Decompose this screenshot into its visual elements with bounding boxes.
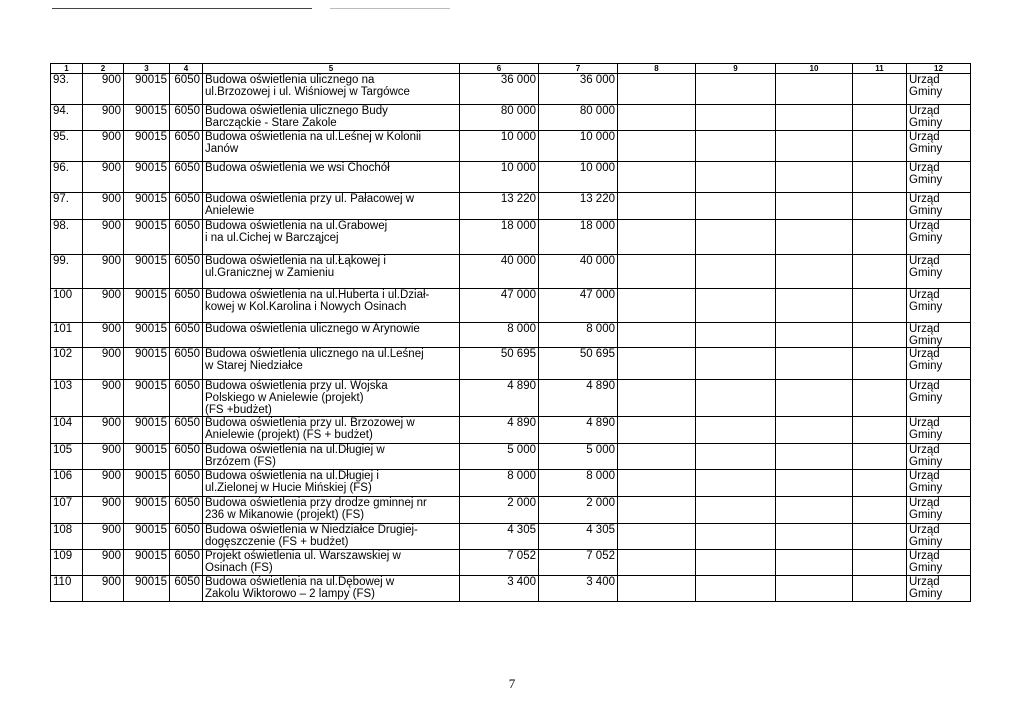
row-dzial: 900 [83, 348, 124, 380]
row-rozdzial: 90015 [124, 380, 170, 417]
row-lp: 107 [51, 497, 83, 524]
row-unit: Urząd Gminy [907, 524, 971, 550]
row-description: Budowa oświetlenia przy drodze gminnej nr 236 w Mikanowie (projekt) (FS) [203, 497, 460, 524]
row-paragraf: 6050 [170, 550, 203, 576]
row-lp: 110 [51, 576, 83, 602]
row-dzial: 900 [83, 444, 124, 470]
row-col8 [618, 417, 696, 444]
row-amount-budget: 4 890 [539, 417, 618, 444]
row-unit: Urząd Gminy [907, 162, 971, 193]
row-col10 [776, 550, 853, 576]
row-rozdzial: 90015 [124, 74, 170, 105]
row-amount-total: 4 890 [460, 380, 539, 417]
row-amount-budget: 10 000 [539, 131, 618, 162]
row-col11 [853, 131, 907, 162]
row-col11 [853, 348, 907, 380]
row-lp: 106 [51, 470, 83, 497]
row-col11 [853, 193, 907, 220]
row-col11 [853, 162, 907, 193]
table-row [51, 348, 971, 380]
row-amount-total: 2 000 [460, 497, 539, 524]
row-lp: 103 [51, 380, 83, 417]
row-dzial: 900 [83, 131, 124, 162]
row-paragraf: 6050 [170, 497, 203, 524]
row-lp: 100 [51, 289, 83, 323]
row-description: Budowa oświetlenia na ul.Łąkowej i ul.Granicznej w Zamieniu [203, 255, 460, 289]
row-col8 [618, 323, 696, 348]
column-number: 10 [776, 64, 853, 74]
row-col9 [696, 470, 776, 497]
row-unit: Urząd Gminy [907, 576, 971, 602]
row-col9 [696, 255, 776, 289]
table-row [51, 576, 971, 602]
row-amount-budget: 18 000 [539, 220, 618, 255]
row-paragraf: 6050 [170, 220, 203, 255]
row-description: Budowa oświetlenia na ul.Huberta i ul.Dział- kowej w Kol.Karolina i Nowych Osinach [203, 289, 460, 323]
row-col10 [776, 348, 853, 380]
column-number: 2 [83, 64, 124, 74]
row-col11 [853, 497, 907, 524]
row-amount-total: 3 400 [460, 576, 539, 602]
row-unit: Urząd Gminy [907, 289, 971, 323]
row-col10 [776, 444, 853, 470]
table-row [51, 497, 971, 524]
column-number: 3 [124, 64, 170, 74]
row-amount-budget: 40 000 [539, 255, 618, 289]
row-col8 [618, 105, 696, 131]
row-description: Budowa oświetlenia przy ul. Pałacowej w Anielewie [203, 193, 460, 220]
row-dzial: 900 [83, 220, 124, 255]
row-description: Budowa oświetlenia w Niedziałce Drugiej- dogęszczenie (FS + budżet) [203, 524, 460, 550]
row-paragraf: 6050 [170, 417, 203, 444]
row-col9 [696, 162, 776, 193]
row-col9 [696, 220, 776, 255]
row-amount-budget: 4 305 [539, 524, 618, 550]
row-amount-total: 47 000 [460, 289, 539, 323]
column-number: 12 [907, 64, 971, 74]
page-number: 7 [508, 676, 516, 691]
column-number: 5 [203, 64, 460, 74]
row-rozdzial: 90015 [124, 524, 170, 550]
row-col10 [776, 289, 853, 323]
row-paragraf: 6050 [170, 576, 203, 602]
row-col10 [776, 497, 853, 524]
row-dzial: 900 [83, 255, 124, 289]
row-amount-total: 50 695 [460, 348, 539, 380]
row-description: Budowa oświetlenia ulicznego Budy Barcząckie - Stare Zakole [203, 105, 460, 131]
row-rozdzial: 90015 [124, 470, 170, 497]
row-amount-total: 80 000 [460, 105, 539, 131]
table-row [51, 131, 971, 162]
row-col10 [776, 105, 853, 131]
row-amount-budget: 36 000 [539, 74, 618, 105]
row-rozdzial: 90015 [124, 497, 170, 524]
row-dzial: 900 [83, 193, 124, 220]
row-col9 [696, 497, 776, 524]
row-paragraf: 6050 [170, 74, 203, 105]
row-col8 [618, 348, 696, 380]
row-dzial: 900 [83, 74, 124, 105]
row-lp: 93. [51, 74, 83, 105]
row-col8 [618, 524, 696, 550]
column-number-row [51, 64, 971, 74]
row-amount-budget: 8 000 [539, 323, 618, 348]
table-row [51, 524, 971, 550]
row-col9 [696, 348, 776, 380]
row-dzial: 900 [83, 497, 124, 524]
row-dzial: 900 [83, 576, 124, 602]
row-col8 [618, 162, 696, 193]
row-description: Budowa oświetlenia na ul.Leśnej w Kolonii Janów [203, 131, 460, 162]
column-number: 9 [696, 64, 776, 74]
row-paragraf: 6050 [170, 193, 203, 220]
table-row [51, 550, 971, 576]
row-amount-budget: 80 000 [539, 105, 618, 131]
row-unit: Urząd Gminy [907, 74, 971, 105]
row-lp: 97. [51, 193, 83, 220]
scan-artifact-line [52, 8, 312, 9]
row-col8 [618, 576, 696, 602]
row-rozdzial: 90015 [124, 220, 170, 255]
row-rozdzial: 90015 [124, 417, 170, 444]
table-row [51, 417, 971, 444]
row-description: Projekt oświetlenia ul. Warszawskiej w Osinach (FS) [203, 550, 460, 576]
row-unit: Urząd Gminy [907, 417, 971, 444]
row-col11 [853, 470, 907, 497]
row-col8 [618, 470, 696, 497]
row-paragraf: 6050 [170, 255, 203, 289]
row-col10 [776, 576, 853, 602]
row-col8 [618, 289, 696, 323]
row-amount-total: 8 000 [460, 323, 539, 348]
row-rozdzial: 90015 [124, 131, 170, 162]
row-amount-budget: 7 052 [539, 550, 618, 576]
table-row [51, 323, 971, 348]
row-paragraf: 6050 [170, 348, 203, 380]
row-amount-budget: 13 220 [539, 193, 618, 220]
table-row [51, 255, 971, 289]
table-row [51, 470, 971, 497]
row-amount-budget: 50 695 [539, 348, 618, 380]
row-amount-budget: 10 000 [539, 162, 618, 193]
row-col11 [853, 105, 907, 131]
row-description: Budowa oświetlenia ulicznego na ul.Leśnej w Starej Niedziałce [203, 348, 460, 380]
row-amount-total: 18 000 [460, 220, 539, 255]
scan-artifact-line [330, 8, 450, 9]
row-unit: Urząd Gminy [907, 444, 971, 470]
row-col9 [696, 74, 776, 105]
row-unit: Urząd Gminy [907, 550, 971, 576]
row-col10 [776, 524, 853, 550]
row-dzial: 900 [83, 105, 124, 131]
row-col9 [696, 323, 776, 348]
row-amount-total: 5 000 [460, 444, 539, 470]
row-lp: 102 [51, 348, 83, 380]
row-amount-budget: 2 000 [539, 497, 618, 524]
row-col8 [618, 550, 696, 576]
column-number: 4 [170, 64, 203, 74]
row-lp: 105 [51, 444, 83, 470]
table-row [51, 74, 971, 105]
row-col9 [696, 380, 776, 417]
row-col11 [853, 255, 907, 289]
row-col9 [696, 289, 776, 323]
row-col9 [696, 417, 776, 444]
row-rozdzial: 90015 [124, 348, 170, 380]
row-lp: 96. [51, 162, 83, 193]
row-col11 [853, 417, 907, 444]
row-col11 [853, 74, 907, 105]
row-dzial: 900 [83, 323, 124, 348]
row-col11 [853, 289, 907, 323]
row-col8 [618, 193, 696, 220]
row-description: Budowa oświetlenia we wsi Chochół [203, 162, 460, 193]
row-description: Budowa oświetlenia ulicznego na ul.Brzozowej i ul. Wiśniowej w Targówce [203, 74, 460, 105]
row-rozdzial: 90015 [124, 289, 170, 323]
row-col9 [696, 105, 776, 131]
row-rozdzial: 90015 [124, 193, 170, 220]
row-unit: Urząd Gminy [907, 497, 971, 524]
row-col11 [853, 380, 907, 417]
row-unit: Urząd Gminy [907, 348, 971, 380]
row-amount-budget: 3 400 [539, 576, 618, 602]
row-amount-budget: 47 000 [539, 289, 618, 323]
row-paragraf: 6050 [170, 289, 203, 323]
row-unit: Urząd Gminy [907, 380, 971, 417]
row-col9 [696, 193, 776, 220]
row-amount-total: 4 305 [460, 524, 539, 550]
row-col11 [853, 323, 907, 348]
row-paragraf: 6050 [170, 131, 203, 162]
row-paragraf: 6050 [170, 380, 203, 417]
row-col11 [853, 576, 907, 602]
row-col11 [853, 220, 907, 255]
row-description: Budowa oświetlenia ulicznego w Arynowie [203, 323, 460, 348]
column-number: 1 [51, 64, 83, 74]
row-col8 [618, 131, 696, 162]
row-unit: Urząd Gminy [907, 220, 971, 255]
row-col10 [776, 131, 853, 162]
row-dzial: 900 [83, 470, 124, 497]
row-lp: 108 [51, 524, 83, 550]
row-rozdzial: 90015 [124, 162, 170, 193]
row-paragraf: 6050 [170, 524, 203, 550]
row-dzial: 900 [83, 524, 124, 550]
row-amount-total: 7 052 [460, 550, 539, 576]
row-dzial: 900 [83, 550, 124, 576]
column-number: 6 [460, 64, 539, 74]
row-lp: 99. [51, 255, 83, 289]
row-col10 [776, 470, 853, 497]
row-description: Budowa oświetlenia na ul.Grabowej i na ul.Cichej w Barcząjcej [203, 220, 460, 255]
row-col10 [776, 380, 853, 417]
row-lp: 104 [51, 417, 83, 444]
table-row [51, 444, 971, 470]
row-col10 [776, 74, 853, 105]
row-rozdzial: 90015 [124, 444, 170, 470]
row-lp: 109 [51, 550, 83, 576]
table-row [51, 220, 971, 255]
table-row [51, 193, 971, 220]
column-number: 11 [853, 64, 907, 74]
row-rozdzial: 90015 [124, 576, 170, 602]
row-col8 [618, 74, 696, 105]
row-paragraf: 6050 [170, 444, 203, 470]
row-paragraf: 6050 [170, 105, 203, 131]
row-col8 [618, 380, 696, 417]
row-paragraf: 6050 [170, 470, 203, 497]
row-col10 [776, 323, 853, 348]
row-amount-total: 10 000 [460, 162, 539, 193]
row-dzial: 900 [83, 417, 124, 444]
row-unit: Urząd Gminy [907, 323, 971, 348]
row-dzial: 900 [83, 380, 124, 417]
row-col10 [776, 193, 853, 220]
row-unit: Urząd Gminy [907, 105, 971, 131]
row-col10 [776, 220, 853, 255]
investment-table [50, 63, 971, 602]
row-amount-total: 10 000 [460, 131, 539, 162]
row-unit: Urząd Gminy [907, 131, 971, 162]
row-rozdzial: 90015 [124, 550, 170, 576]
row-col9 [696, 576, 776, 602]
row-col8 [618, 220, 696, 255]
row-paragraf: 6050 [170, 323, 203, 348]
column-number: 7 [539, 64, 618, 74]
row-description: Budowa oświetlenia przy ul. Wojska Polskiego w Anielewie (projekt) (FS +budżet) [203, 380, 460, 417]
row-col9 [696, 550, 776, 576]
table-row [51, 105, 971, 131]
column-number: 8 [618, 64, 696, 74]
row-col8 [618, 497, 696, 524]
row-col11 [853, 524, 907, 550]
row-paragraf: 6050 [170, 162, 203, 193]
row-description: Budowa oświetlenia przy ul. Brzozowej w Anielewie (projekt) (FS + budżet) [203, 417, 460, 444]
row-description: Budowa oświetlenia na ul.Długiej w Brzózem (FS) [203, 444, 460, 470]
row-amount-total: 13 220 [460, 193, 539, 220]
row-col9 [696, 444, 776, 470]
row-col11 [853, 444, 907, 470]
row-col11 [853, 550, 907, 576]
row-unit: Urząd Gminy [907, 255, 971, 289]
table-body [51, 74, 971, 602]
row-col9 [696, 524, 776, 550]
row-dzial: 900 [83, 289, 124, 323]
row-amount-budget: 4 890 [539, 380, 618, 417]
row-col8 [618, 444, 696, 470]
row-unit: Urząd Gminy [907, 193, 971, 220]
row-amount-budget: 5 000 [539, 444, 618, 470]
row-amount-total: 40 000 [460, 255, 539, 289]
row-amount-budget: 8 000 [539, 470, 618, 497]
row-amount-total: 4 890 [460, 417, 539, 444]
table-row [51, 289, 971, 323]
row-description: Budowa oświetlenia na ul.Długiej i ul.Zielonej w Hucie Mińskiej (FS) [203, 470, 460, 497]
row-col10 [776, 255, 853, 289]
table-row [51, 162, 971, 193]
row-lp: 101 [51, 323, 83, 348]
table-row [51, 380, 971, 417]
row-lp: 94. [51, 105, 83, 131]
row-rozdzial: 90015 [124, 323, 170, 348]
row-col8 [618, 255, 696, 289]
row-lp: 98. [51, 220, 83, 255]
row-lp: 95. [51, 131, 83, 162]
row-col10 [776, 417, 853, 444]
row-col10 [776, 162, 853, 193]
row-unit: Urząd Gminy [907, 470, 971, 497]
row-dzial: 900 [83, 162, 124, 193]
row-rozdzial: 90015 [124, 255, 170, 289]
row-rozdzial: 90015 [124, 105, 170, 131]
row-amount-total: 36 000 [460, 74, 539, 105]
row-amount-total: 8 000 [460, 470, 539, 497]
row-description: Budowa oświetlenia na ul.Dębowej w Zakolu Wiktorowo – 2 lampy (FS) [203, 576, 460, 602]
row-col9 [696, 131, 776, 162]
